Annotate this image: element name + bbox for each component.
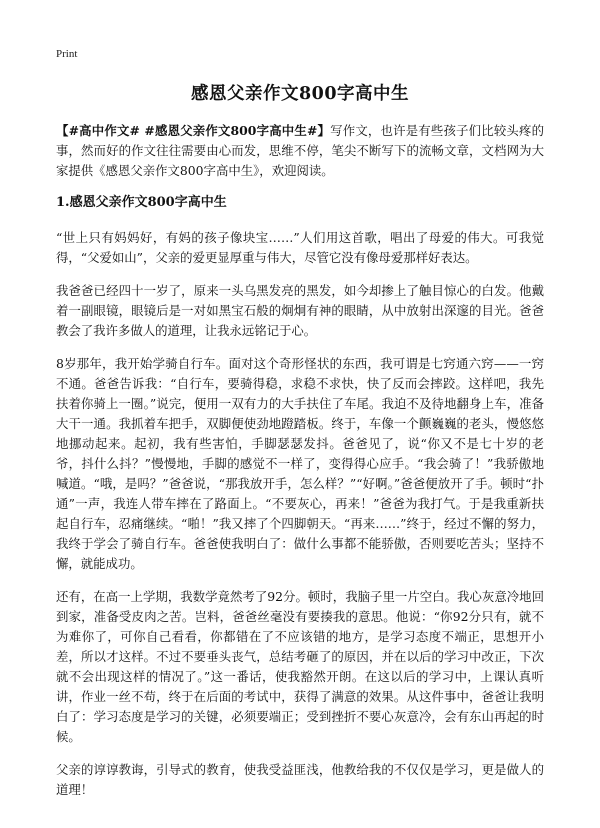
print-label: Print [56, 48, 78, 60]
intro-paragraph [56, 121, 544, 181]
intro-tags: 【#高中作文# #感恩父亲作文800字高中生#】 [56, 123, 331, 138]
body-paragraph-5: 父亲的谆谆教诲，引导式的教育，使我受益匪浅，他教给我的不仅仅是学习，更是做人的道理！ [56, 762, 544, 797]
body-paragraph-2: 我爸爸已经四十一岁了，原来一头乌黑发亮的黑发，如今却掺上了触目惊心的白发。他戴着一副眼镜，眼镜后是一对如黑宝石般的炯炯有神的眼睛，从中放射出深邃的目光。爸爸教会了我许多做人的道理，让我永远铭记于心。 [56, 283, 544, 338]
document-body [56, 121, 544, 813]
intro-text: 写作文，也许是有些孩子们比较头疼的事，然而好的作文往往需要由心而发，思维不停，笔尖不断写下的流畅文章，文档网为大家提供《感恩父亲作文800字高中生》，欢迎阅读。 [56, 123, 544, 178]
body-paragraph-1: “世上只有妈妈好，有妈的孩子像块宝……”人们用这首歌，唱出了母爱的伟大。可我觉得，“父爱如山”，父亲的爱更显厚重与伟大，尽管它没有像母爱那样好表达。 [56, 230, 544, 265]
body-paragraph-4: 还有，在高一上学期，我数学竟然考了92分。顿时，我脑子里一片空白。我心灰意冷地回到家，准备受皮肉之苦。岂料，爸爸丝毫没有要揍我的意思。他说：“你92分只有，就不为难你了，可你自己看看，你都错在了不应该错的地方，是学习态度不端正，思想开小差，所以才这样。不过不要垂头丧气，总结考砸了的原因，并在以后的学习中改正，下次就不会出现这样的情况了。”这一番话，使我豁然开朗。在这以后的学习中，上课认真听讲，作业一丝不苟，终于在后面的考试中，获得了满意的效果。从这件事中，爸爸让我明白了：学习态度是学习的关键，必须要端正；受到挫折不要心灰意冷，会有东山再起的时候。 [56, 589, 544, 744]
section-heading: 1.感恩父亲作文800字高中生 [56, 195, 227, 210]
page-title: 感恩父亲作文800字高中生 [190, 84, 410, 104]
body-paragraph-3: 8岁那年，我开始学骑自行车。面对这个奇形怪状的东西，我可谓是七窍通六窍——一窍不通。爸爸告诉我：“自行车，要骑得稳，求稳不求快，快了反而会摔跤。这样吧，我先扶着你骑上一圈。”说完，便用一双有力的大手扶住了车尾。我迫不及待地翻身上车，准备大干一通。我抓着车把手，双脚便使劲地蹬踏板。终于，车像一个颤巍巍的老头，慢悠悠地挪动起来。起初，我有些害怕，手脚瑟瑟发抖。爸爸见了，说“你又不是七十岁的老爷，抖什么抖？”慢慢地，手脚的感觉不一样了，变得得心应手。“我会骑了！”我骄傲地喊道。“哦，是吗？”爸爸说，“那我放开手，怎么样？”“好啊。”爸爸便放开了手。顿时“扑通”一声，我连人带车摔在了路面上。“不要灰心，再来！”爸爸为我打气。于是我重新扶起自行车，忍痛继续。“啪！”我又摔了个四脚朝天。“再来……”终于，经过不懈的努力，我终于学会了骑自行车。爸爸使我明白了：做什么事都不能骄傲，否则要吃苦头；坚持不懈，就能成功。 [56, 356, 544, 571]
